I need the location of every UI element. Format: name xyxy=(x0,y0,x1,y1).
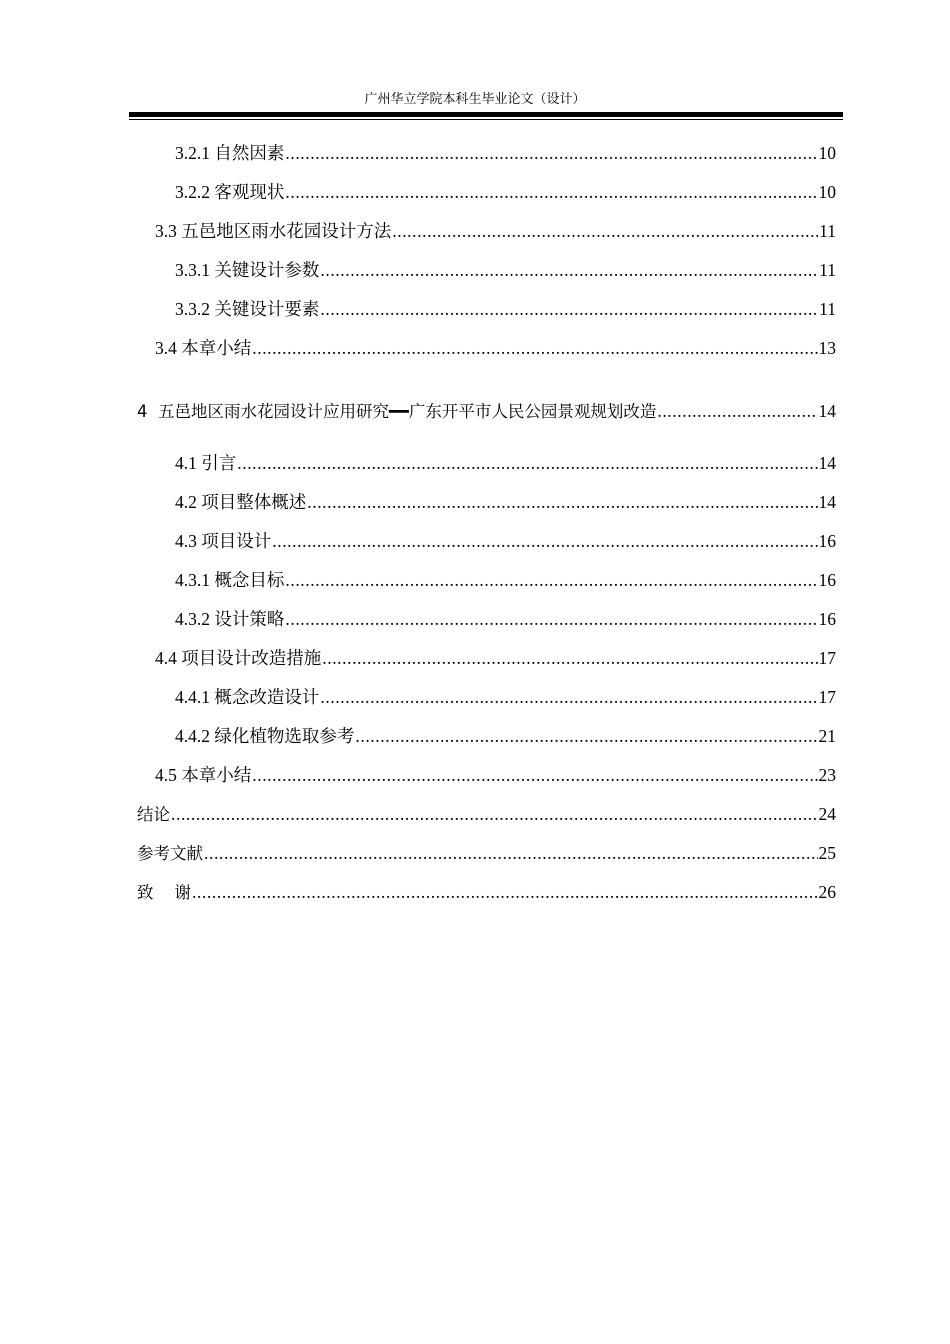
toc-entry-title: 3.2.1 自然因素 xyxy=(175,143,285,163)
toc-entry-title: 4.1 引言 xyxy=(175,453,237,473)
toc-entry-title: 4.4.2 绿化植物选取参考 xyxy=(175,726,355,746)
toc-entry-page: 11 xyxy=(819,221,836,241)
toc-entry-page: 10 xyxy=(818,182,836,202)
toc-entry-title: 4.3.1 概念目标 xyxy=(175,570,285,590)
toc-entry-page: 17 xyxy=(818,648,836,668)
toc-dot-leader xyxy=(237,452,817,474)
toc-entry-page: 14 xyxy=(818,453,836,473)
toc-entry-page: 17 xyxy=(818,687,836,707)
toc-dot-leader xyxy=(171,803,818,825)
toc-entry-page: 13 xyxy=(818,338,836,358)
toc-entry-title: 4.3 项目设计 xyxy=(175,531,272,551)
toc-entry-title: 4.2 项目整体概述 xyxy=(175,492,307,512)
toc-dot-leader xyxy=(657,400,817,422)
toc-entry-page: 26 xyxy=(818,882,836,902)
toc-entry[interactable] xyxy=(137,881,836,904)
toc-entry[interactable] xyxy=(137,400,836,423)
toc-entry-title: 4 五邑地区雨水花园设计应用研究━━广东开平市人民公园景观规划改造 xyxy=(137,402,657,421)
toc-dot-leader xyxy=(285,569,817,591)
toc-dot-leader xyxy=(307,491,817,513)
header-rule-thin xyxy=(129,119,843,120)
toc-dot-leader xyxy=(285,142,817,164)
toc-dot-leader xyxy=(285,181,817,203)
toc-entry[interactable] xyxy=(155,764,836,786)
toc-entry-title: 3.3 五邑地区雨水花园设计方法 xyxy=(155,221,392,241)
toc-dot-leader xyxy=(355,725,817,747)
toc-dot-leader xyxy=(392,220,818,242)
toc-entry[interactable] xyxy=(175,569,836,591)
toc-entry-page: 23 xyxy=(818,765,836,785)
toc-entry[interactable] xyxy=(175,725,836,747)
toc-entry[interactable] xyxy=(137,803,836,826)
toc-entry-title: 3.2.2 客观现状 xyxy=(175,182,285,202)
toc-dot-leader xyxy=(320,259,818,281)
toc-entry[interactable] xyxy=(175,298,836,320)
toc-dot-leader xyxy=(272,530,817,552)
toc-entry-page: 14 xyxy=(818,492,836,512)
toc-dot-leader xyxy=(320,686,817,708)
toc-entry-page: 24 xyxy=(818,804,836,824)
toc-entry-page: 21 xyxy=(818,726,836,746)
toc-entry-title: 3.4 本章小结 xyxy=(155,338,252,358)
toc-dot-leader xyxy=(320,298,818,320)
toc-entry[interactable] xyxy=(175,530,836,552)
toc-entry[interactable] xyxy=(175,259,836,281)
toc-entry-page: 16 xyxy=(818,609,836,629)
toc-entry[interactable] xyxy=(175,452,836,474)
toc-entry-page: 16 xyxy=(818,570,836,590)
toc-dot-leader xyxy=(252,764,817,786)
toc-dot-leader xyxy=(252,337,817,359)
toc-entry[interactable] xyxy=(175,491,836,513)
toc-entry-page: 11 xyxy=(819,299,836,319)
toc-entry-page: 25 xyxy=(818,843,836,863)
toc-entry[interactable] xyxy=(175,608,836,630)
toc-entry[interactable] xyxy=(175,181,836,203)
toc-entry-title: 4.3.2 设计策略 xyxy=(175,609,285,629)
toc-entry-title: 4.4 项目设计改造措施 xyxy=(155,648,322,668)
toc-entry[interactable] xyxy=(155,647,836,669)
toc-dot-leader xyxy=(204,842,818,864)
toc-entry-title: 3.3.1 关键设计参数 xyxy=(175,260,320,280)
toc-entry[interactable] xyxy=(155,220,836,242)
toc-dot-leader xyxy=(192,881,818,903)
toc-entry-title: 4.4.1 概念改造设计 xyxy=(175,687,320,707)
header-rule-thick xyxy=(129,112,843,117)
toc-entry-title: 4.5 本章小结 xyxy=(155,765,252,785)
toc-entry-title: 结论 xyxy=(137,805,170,824)
toc-entry-page: 14 xyxy=(818,401,836,421)
toc-dot-leader xyxy=(322,647,817,669)
toc-entry-page: 10 xyxy=(818,143,836,163)
toc-entry-page: 11 xyxy=(819,260,836,280)
toc-entry[interactable] xyxy=(137,842,836,865)
toc-entry-title: 3.3.2 关键设计要素 xyxy=(175,299,320,319)
toc-entry[interactable] xyxy=(155,337,836,359)
toc-entry-page: 16 xyxy=(818,531,836,551)
toc-entry[interactable] xyxy=(175,686,836,708)
toc-entry-title: 参考文献 xyxy=(137,844,203,863)
toc-dot-leader xyxy=(285,608,817,630)
toc-entry-title: 致 谢 xyxy=(137,883,191,902)
page-header: 广州华立学院本科生毕业论文（设计） xyxy=(364,91,586,106)
toc-entry[interactable] xyxy=(175,142,836,164)
